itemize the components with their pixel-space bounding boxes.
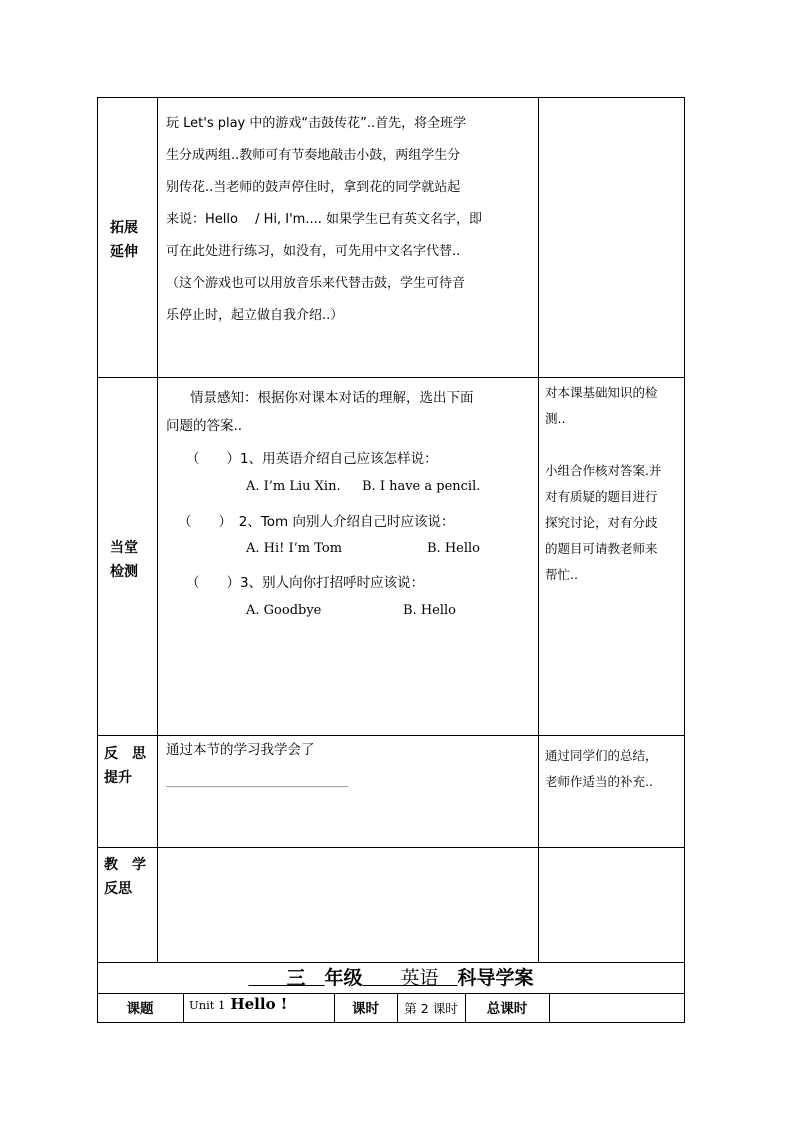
- teach-label: [104, 853, 146, 901]
- reflect-label: [104, 742, 146, 790]
- reflect-answer-blank: ____________________________: [166, 773, 348, 788]
- question-2-option-b: B. Hello: [427, 541, 480, 556]
- extend-line: （这个游戏也可以用放音乐来代替击鼓，学生可待音: [166, 276, 466, 291]
- topic-label: 课题: [126, 1001, 154, 1017]
- question-2: （ ） 2、Tom 向别人介绍自己时应该说：: [178, 514, 455, 530]
- table-left-border: [97, 97, 98, 1022]
- check-note-line: 小组合作核对答案.并: [545, 463, 662, 478]
- teach-label-line1: 教 学: [104, 857, 146, 873]
- extend-content: [166, 108, 536, 332]
- extend-label-line2: 延伸: [110, 244, 138, 260]
- check-intro-line2: 问题的答案..: [166, 418, 243, 434]
- question-2-option-a: A. Hi! I’m Tom: [246, 541, 343, 556]
- check-note-line: 的题目可请教老师来: [545, 541, 658, 556]
- footer-divider-1: [183, 993, 184, 1022]
- question-1-option-b: B. I have a pencil.: [362, 479, 481, 494]
- teach-label-line2: 反思: [104, 881, 132, 897]
- question-3: （ ）3、别人向你打招呼时应该说：: [186, 575, 425, 591]
- check-note-line: 测..: [545, 411, 566, 426]
- check-label-line2: 检测: [110, 564, 138, 580]
- topic-value-main: Hello !: [230, 995, 288, 1013]
- lesson-plan-title: [97, 963, 685, 993]
- question-1-option-a: A. I’m Liu Xin.: [246, 479, 341, 494]
- reflect-note: [545, 743, 681, 795]
- row-divider-1: [97, 377, 685, 378]
- footer-title-divider: [97, 993, 685, 994]
- topic-value: [189, 995, 334, 1014]
- title-grade-blank: [248, 967, 324, 989]
- note-column-divider: [538, 97, 539, 962]
- check-label: [110, 536, 138, 584]
- check-note-line: 对本课基础知识的检: [545, 385, 658, 400]
- check-intro-line1: 情景感知：根据你对课本对话的理解，选出下面: [190, 390, 474, 406]
- footer-divider-5: [549, 993, 550, 1022]
- table-top-border: [97, 97, 685, 98]
- extend-label: [110, 216, 138, 264]
- reflect-text: 通过本节的学习我学会了: [166, 742, 315, 758]
- reflect-note-line: 通过同学们的总结，: [545, 748, 658, 763]
- period-value: 第 2 课时: [404, 1001, 458, 1016]
- topic-value-prefix: Unit 1: [189, 998, 226, 1012]
- extend-line: 生分成两组..教师可有节奏地敲击小鼓，两组学生分: [166, 148, 461, 163]
- title-grade-suffix: 年级: [324, 967, 363, 989]
- check-note-line: 探究讨论，对有分歧: [545, 515, 658, 530]
- check-note-line: [545, 432, 681, 458]
- label-column-divider: [157, 97, 158, 962]
- row-divider-3: [97, 847, 685, 848]
- total-period-label: 总课时: [486, 1001, 528, 1017]
- table-right-border: [684, 97, 685, 1022]
- reflect-label-line1: 反 思: [104, 746, 146, 762]
- row-divider-2: [97, 735, 685, 736]
- period-label: 课时: [352, 1001, 379, 1017]
- extend-line: 玩 Let's play 中的游戏“击鼓传花”..首先，将全班学: [166, 116, 467, 131]
- question-3-option-b: B. Hello: [403, 603, 456, 618]
- reflect-label-line2: 提升: [104, 770, 132, 786]
- extend-line: 别传花..当老师的鼓声停住时，拿到花的同学就站起: [166, 180, 461, 195]
- question-1: （ ）1、用英语介绍自己应该怎样说：: [186, 451, 438, 467]
- check-note-line: 帮忙..: [545, 567, 578, 582]
- title-subject: 英语: [400, 967, 439, 989]
- check-note: [545, 380, 681, 588]
- title-suffix: 科导学案: [457, 967, 534, 989]
- title-grade: 三: [286, 967, 306, 989]
- title-subject-blank: [363, 967, 458, 989]
- extend-line: 可在此处进行练习，如没有，可先用中文名字代替..: [166, 244, 461, 259]
- reflect-note-line: 老师作适当的补充..: [545, 774, 653, 789]
- extend-line: 来说：Hello / Hi, I'm.... 如果学生已有英文名字，即: [166, 212, 482, 227]
- extend-label-line1: 拓展: [110, 220, 138, 236]
- extend-line: 乐停止时，起立做自我介绍..）: [166, 308, 344, 323]
- check-note-line: 对有质疑的题目进行: [545, 489, 658, 504]
- question-3-option-a: A. Goodbye: [246, 603, 322, 618]
- check-label-line1: 当堂: [110, 540, 138, 556]
